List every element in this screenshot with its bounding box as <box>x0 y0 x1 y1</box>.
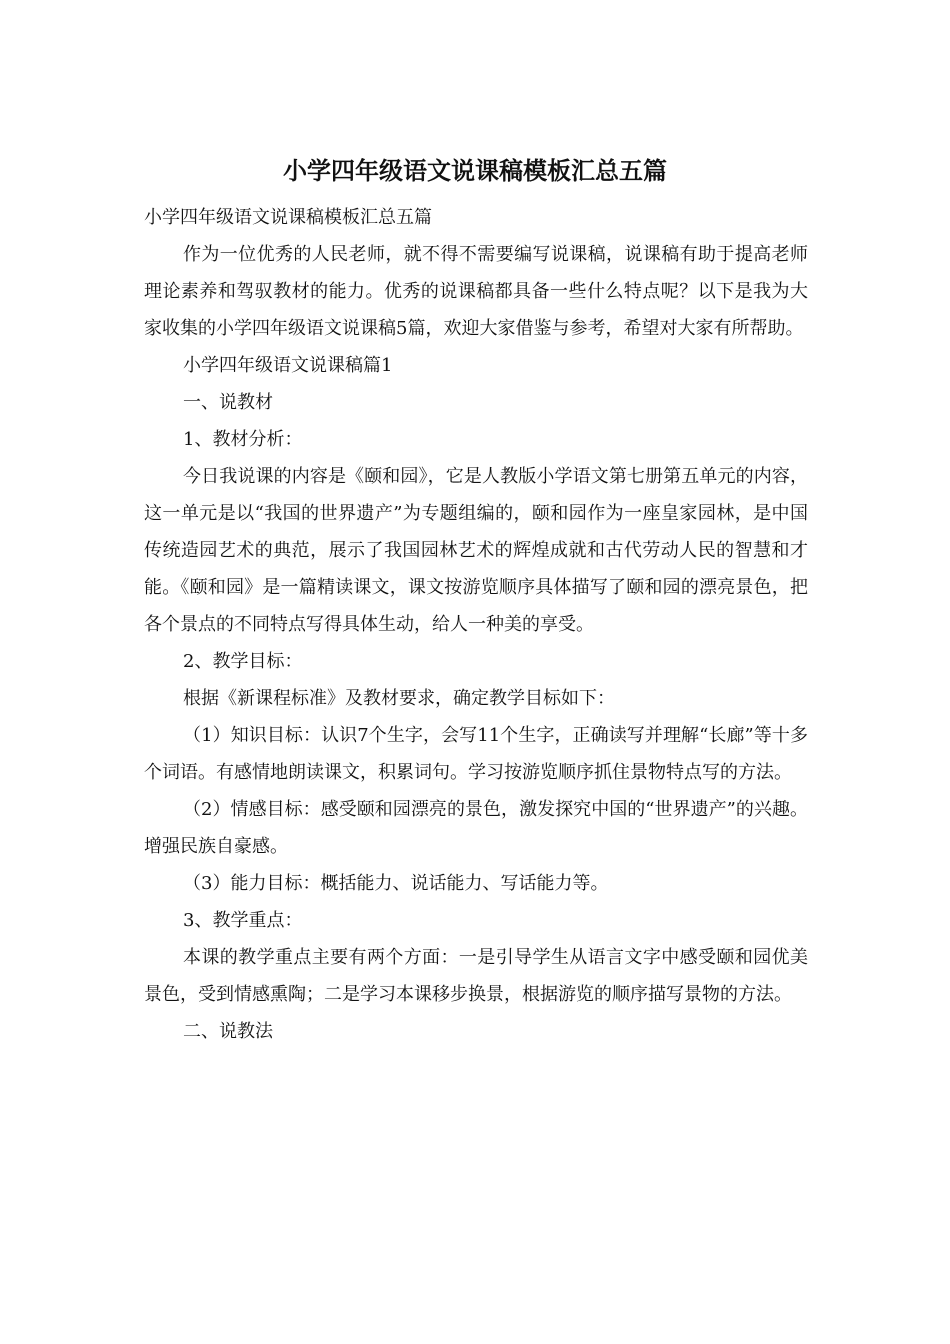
section-heading: 二、说教法 <box>183 1021 273 1042</box>
subsection-heading: 1、教材分析： <box>183 429 303 450</box>
section-heading: 一、说教材 <box>183 392 273 413</box>
section-heading: 小学四年级语文说课稿篇1 <box>183 355 393 376</box>
paragraph: 小学四年级语文说课稿模板汇总五篇 <box>144 207 432 228</box>
paragraph: 根据《新课程标准》及教材要求，确定教学目标如下： <box>183 688 615 709</box>
paragraph: 作为一位优秀的人民老师，就不得不需要编写说课稿，说课稿有助于提高老师理论素养和驾驭教材的能力。优秀的说课稿都具备一些什么特点呢？以下是我为大家收集的小学四年级语文说课稿5篇，欢迎大家借鉴与参考，希望对大家有所帮助。 <box>144 244 808 339</box>
subsection-heading: 2、教学目标： <box>183 651 303 672</box>
paragraph: 本课的教学重点主要有两个方面：一是引导学生从语言文字中感受颐和园优美景色，受到情感熏陶；二是学习本课移步换景，根据游览的顺序描写景物的方法。 <box>144 947 808 1005</box>
document-title: 小学四年级语文说课稿模板汇总五篇 <box>283 157 667 185</box>
paragraph: （2）情感目标：感受颐和园漂亮的景色，激发探究中国的“世界遗产”的兴趣。增强民族自豪感。 <box>144 799 808 857</box>
paragraph: （1）知识目标：认识7个生字，会写11个生字，正确读写并理解“长廊”等十多个词语。有感情地朗读课文，积累词句。学习按游览顺序抓住景物特点写的方法。 <box>144 725 808 783</box>
paragraph: 今日我说课的内容是《颐和园》，它是人教版小学语文第七册第五单元的内容，这一单元是以“我国的世界遗产”为专题组编的，颐和园作为一座皇家园林，是中国传统造园艺术的典范，展示了我国园林艺术的辉煌成就和古代劳动人民的智慧和才能。《颐和园》是一篇精读课文，课文按游览顺序具体描写了颐和园的漂亮景色，把各个景点的不同特点写得具体生动，给人一种美的享受。 <box>144 466 808 635</box>
document-body <box>144 199 808 1050</box>
subsection-heading: 3、教学重点： <box>183 910 303 931</box>
paragraph: （3）能力目标：概括能力、说话能力、写话能力等。 <box>183 873 609 894</box>
